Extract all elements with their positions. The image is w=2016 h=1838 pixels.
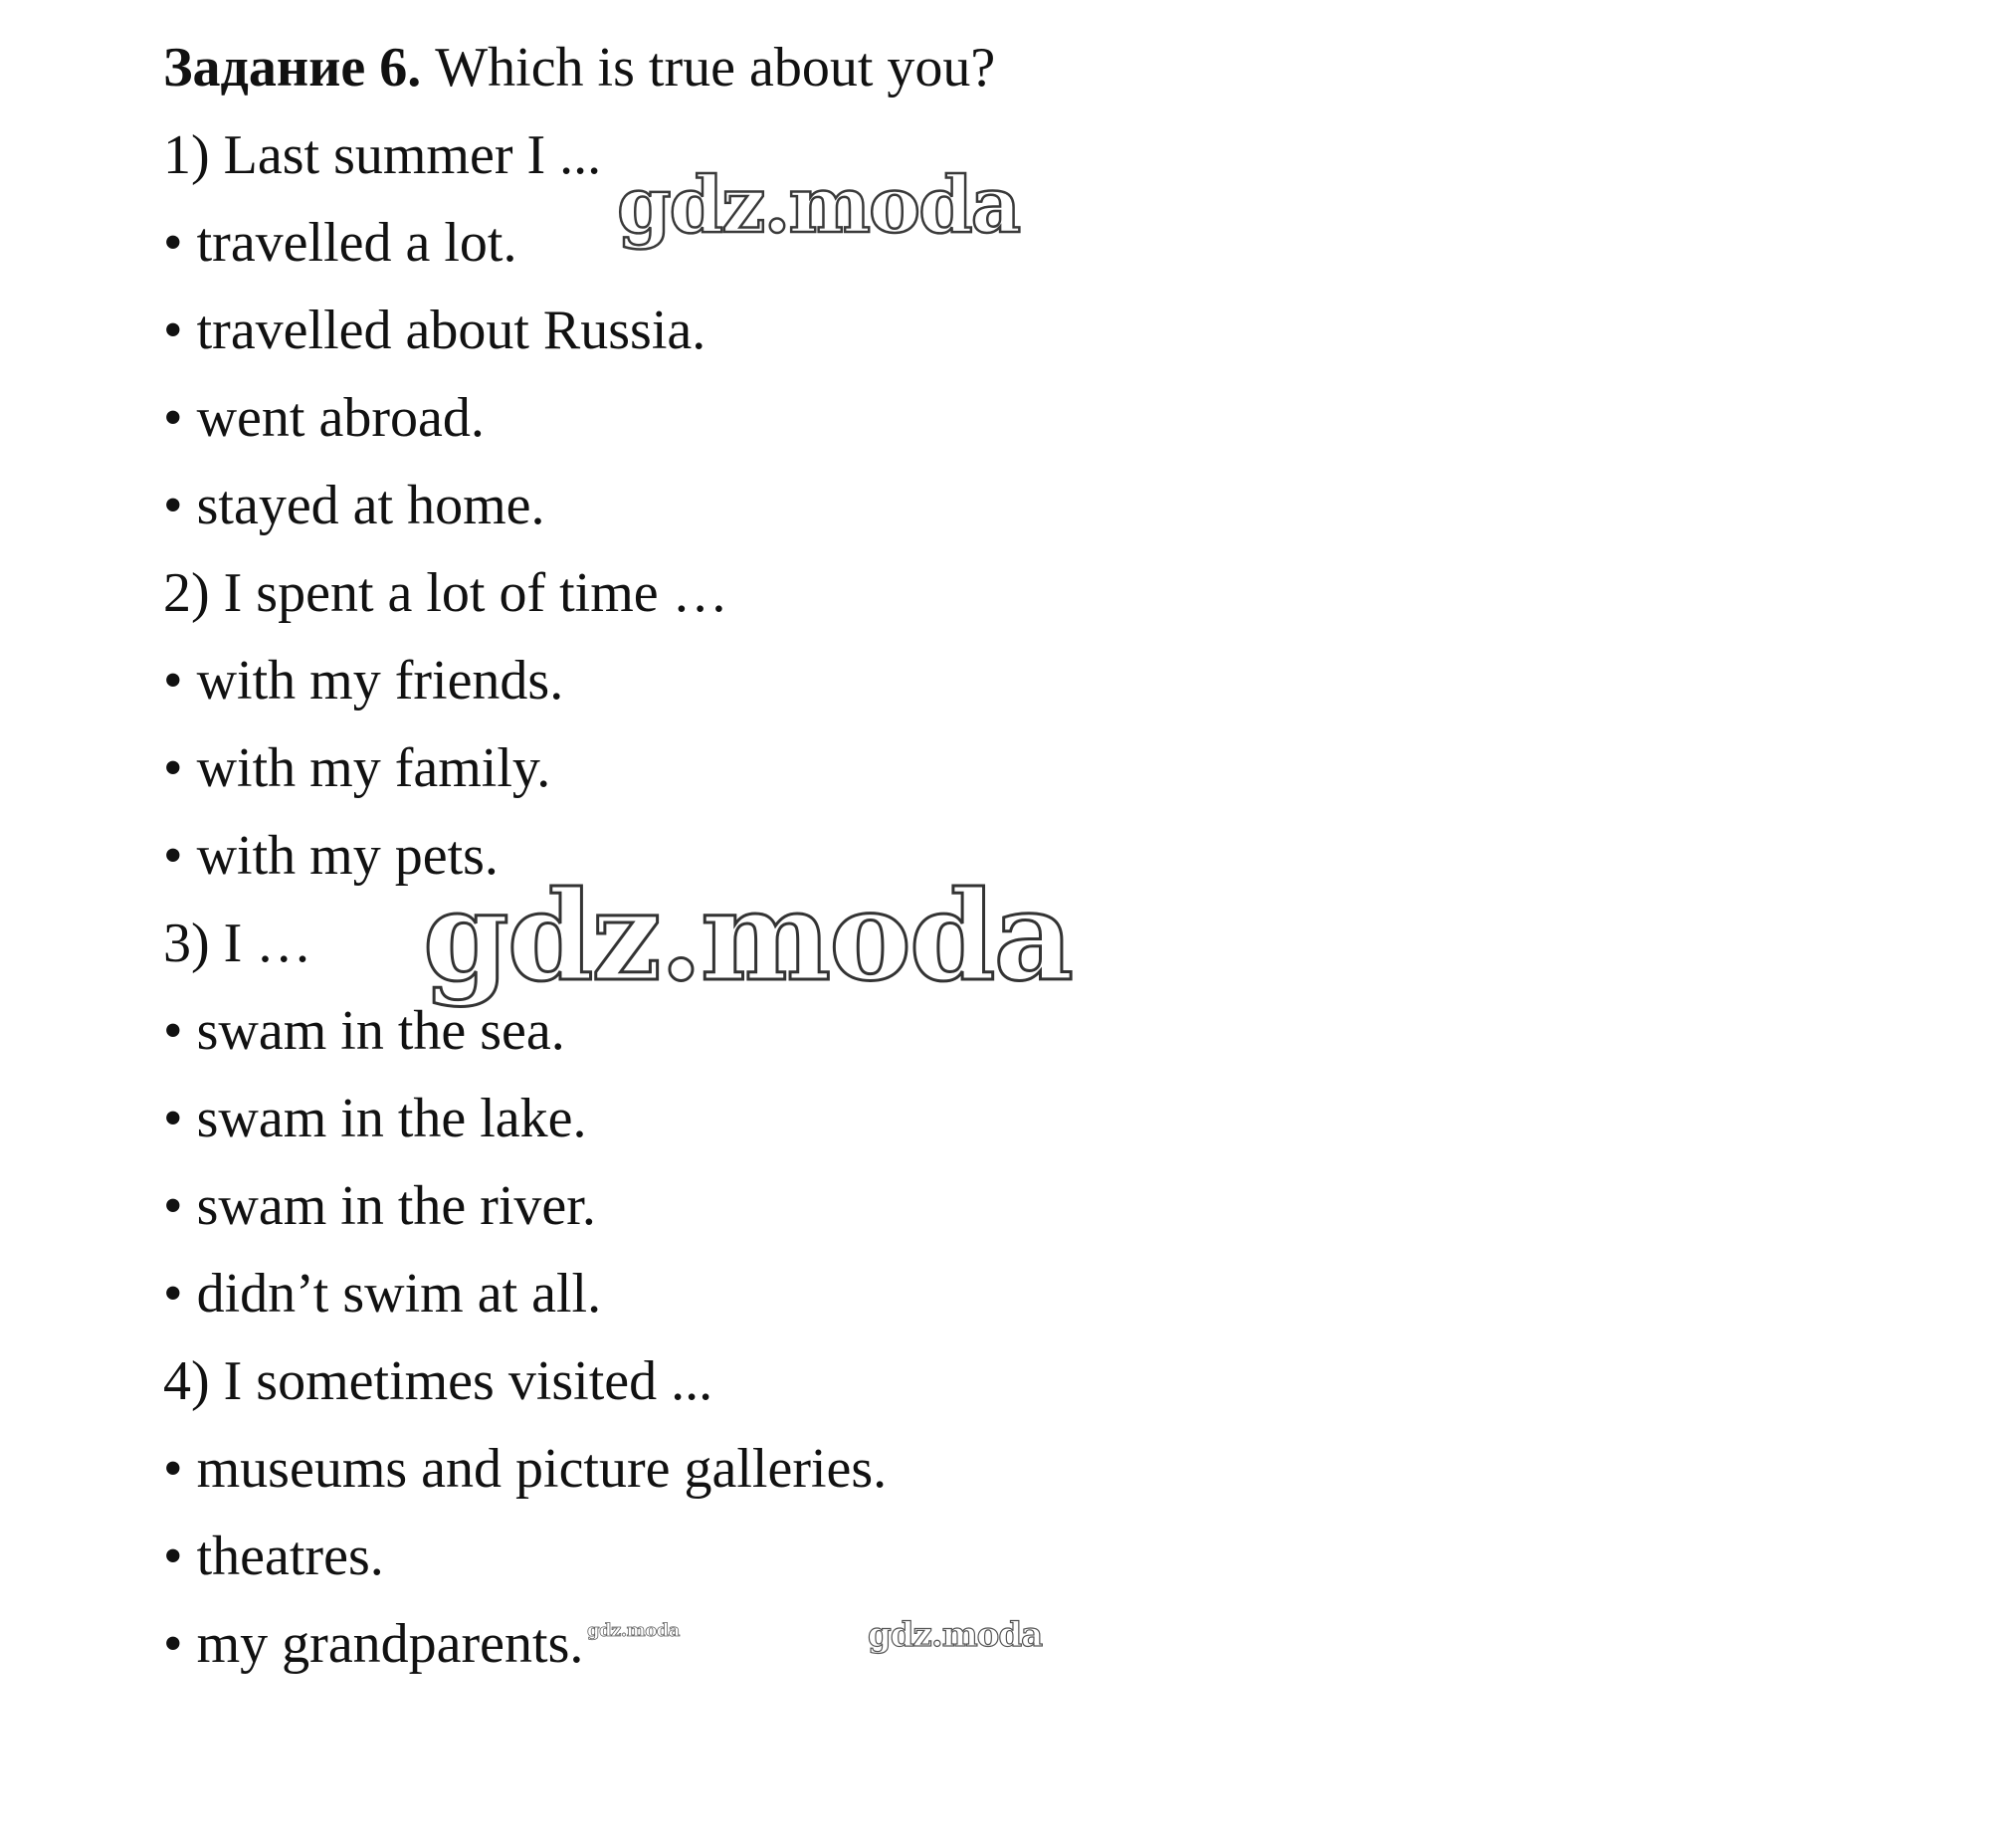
section-3-option: • didn’t swim at all. <box>163 1263 602 1325</box>
section-4-option: • my grandparents. <box>163 1613 584 1675</box>
watermark-top: gdz.moda <box>617 160 1020 251</box>
section-3-option: • swam in the sea. <box>163 1000 565 1062</box>
section-2-option: • with my family. <box>163 737 551 799</box>
section-2-option: • with my friends. <box>163 650 564 712</box>
section-4-prompt: 4) I sometimes visited ... <box>163 1350 713 1412</box>
section-1-option: • travelled about Russia. <box>163 300 706 361</box>
section-3-option: • swam in the lake. <box>163 1088 587 1149</box>
section-3-prompt: 3) I … <box>163 913 312 974</box>
section-1-option: • travelled a lot. <box>163 212 517 274</box>
section-2-prompt: 2) I spent a lot of time … <box>163 562 728 624</box>
section-4-option: • museums and picture galleries. <box>163 1438 888 1500</box>
section-1-option: • stayed at home. <box>163 475 545 536</box>
section-1-option: • went abroad. <box>163 387 485 449</box>
task-label: Задание 6. <box>163 37 422 99</box>
section-3-option: • swam in the river. <box>163 1175 596 1237</box>
section-4-option: • theatres. <box>163 1526 384 1587</box>
section-2-option: • with my pets. <box>163 825 499 887</box>
task-question: Which is true about you? <box>435 37 996 99</box>
watermark-bottom-right: gdz.moda <box>868 1615 1043 1655</box>
task-heading <box>163 37 996 99</box>
watermark-bottom-tiny: gdz.moda <box>587 1620 680 1641</box>
watermark-middle: gdz.moda <box>423 865 1072 1009</box>
section-1-prompt: 1) Last summer I ... <box>163 124 602 186</box>
